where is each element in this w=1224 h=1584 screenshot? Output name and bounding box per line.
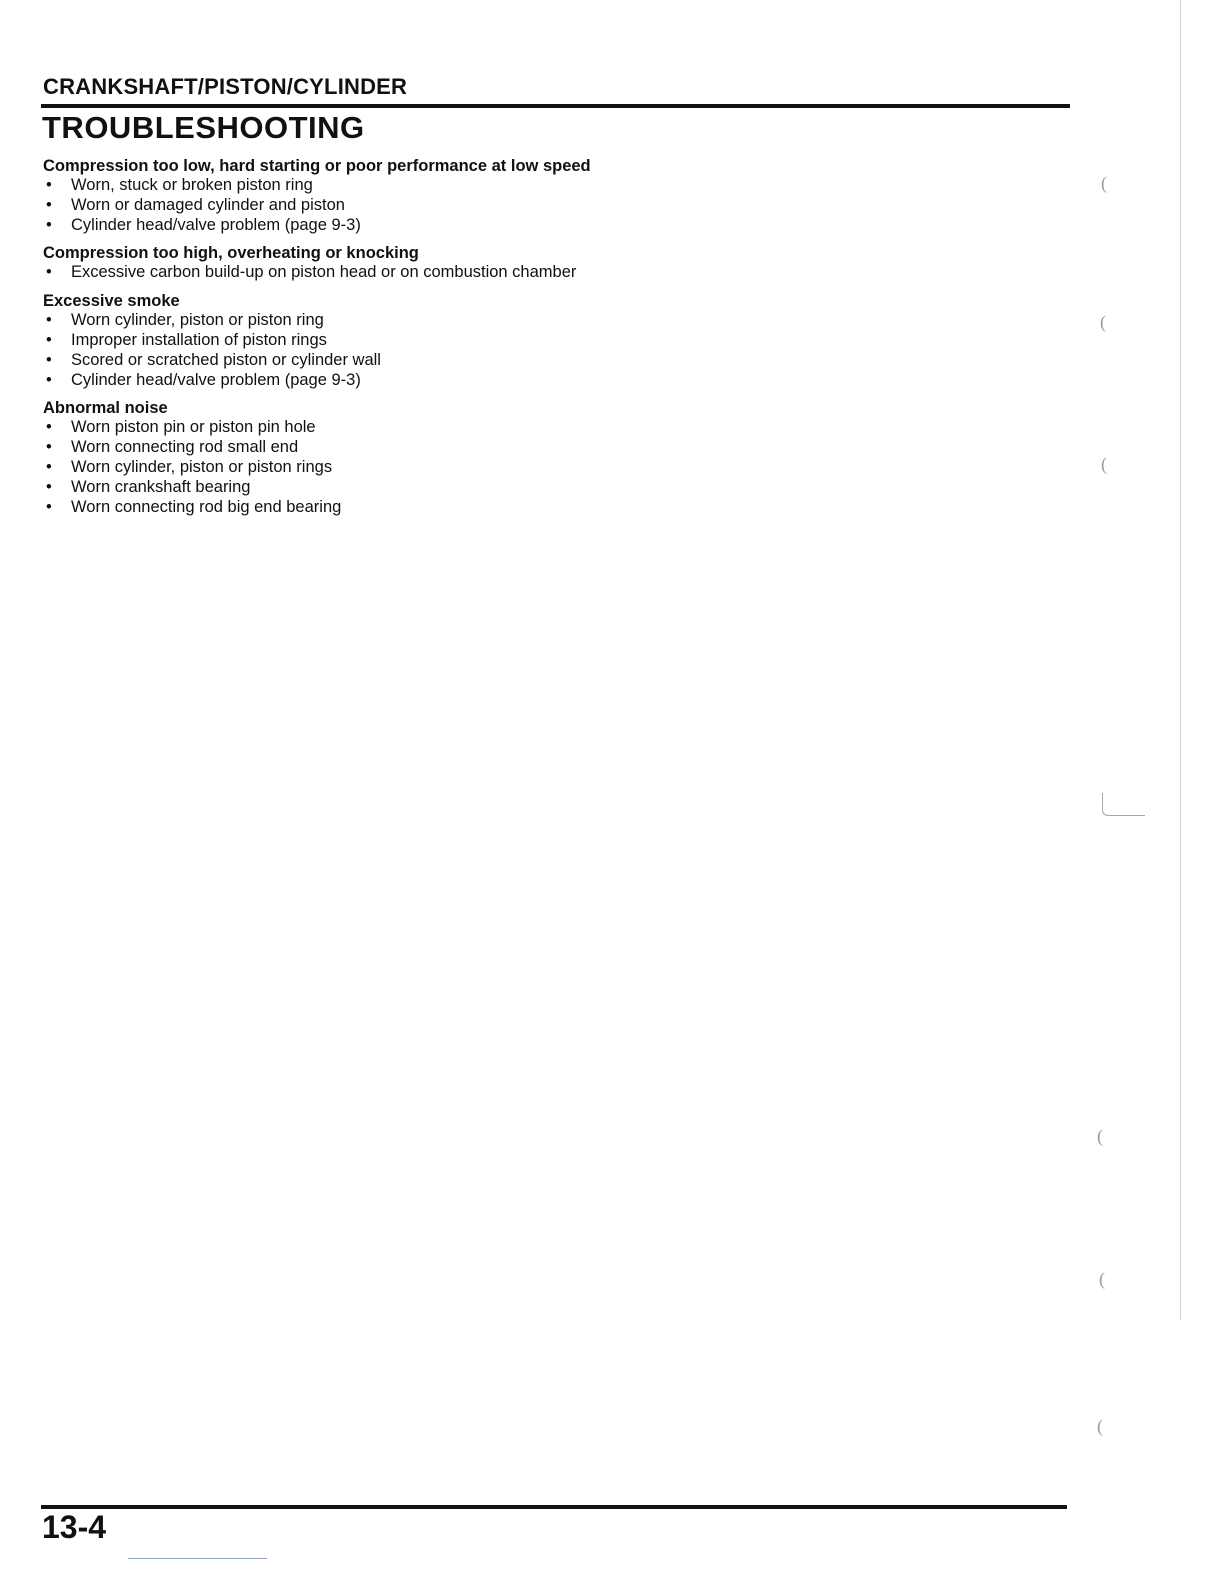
header-rule: [41, 104, 1070, 108]
symptom-group-abnormal-noise: [43, 398, 1043, 517]
troubleshooting-content: [43, 156, 1043, 525]
binding-mark: (: [1101, 454, 1107, 474]
page-edge-line: [1180, 0, 1181, 1320]
cause-item: • Worn connecting rod big end bearing: [43, 498, 1043, 518]
cause-item: • Cylinder head/valve problem (page 9-3): [43, 371, 1043, 391]
scan-artifact-line: [128, 1558, 267, 1559]
index-tab-mark: [1102, 793, 1145, 816]
cause-item: • Worn or damaged cylinder and piston: [43, 196, 1043, 216]
symptom-heading: Excessive smoke: [43, 292, 180, 311]
binding-mark: (: [1101, 173, 1107, 193]
cause-item: • Worn, stuck or broken piston ring: [43, 176, 1043, 196]
symptom-group-excessive-smoke: [43, 291, 1043, 390]
symptom-group-high-compression: [43, 243, 1043, 283]
page-number: 13-4: [42, 1509, 107, 1545]
cause-item: • Worn piston pin or piston pin hole: [43, 418, 1043, 438]
footer-rule: [41, 1505, 1067, 1509]
symptom-heading: Abnormal noise: [43, 399, 168, 418]
cause-item: • Cylinder head/valve problem (page 9-3): [43, 216, 1043, 236]
cause-item: • Improper installation of piston rings: [43, 331, 1043, 351]
cause-item: • Worn cylinder, piston or piston rings: [43, 458, 1043, 478]
symptom-group-low-compression: [43, 156, 1043, 235]
cause-item: • Worn cylinder, piston or piston ring: [43, 311, 1043, 331]
symptom-heading: Compression too low, hard starting or poor performance at low speed: [43, 157, 591, 175]
cause-item: • Excessive carbon build-up on piston head or on combustion chamber: [43, 263, 1043, 283]
symptom-heading: Compression too high, overheating or knocking: [43, 244, 419, 263]
binding-mark: (: [1099, 1269, 1105, 1289]
cause-list: [43, 311, 1043, 390]
cause-list: [43, 263, 1043, 283]
cause-item: • Worn connecting rod small end: [43, 438, 1043, 458]
binding-mark: (: [1097, 1416, 1103, 1436]
cause-list: [43, 418, 1043, 517]
cause-item: • Scored or scratched piston or cylinder wall: [43, 351, 1043, 371]
page-title: TROUBLESHOOTING: [42, 110, 365, 145]
cause-item: • Worn crankshaft bearing: [43, 478, 1043, 498]
binding-mark: (: [1100, 312, 1106, 332]
binding-mark: (: [1097, 1126, 1103, 1146]
cause-list: [43, 176, 1043, 235]
section-header: CRANKSHAFT/PISTON/CYLINDER: [43, 74, 408, 99]
